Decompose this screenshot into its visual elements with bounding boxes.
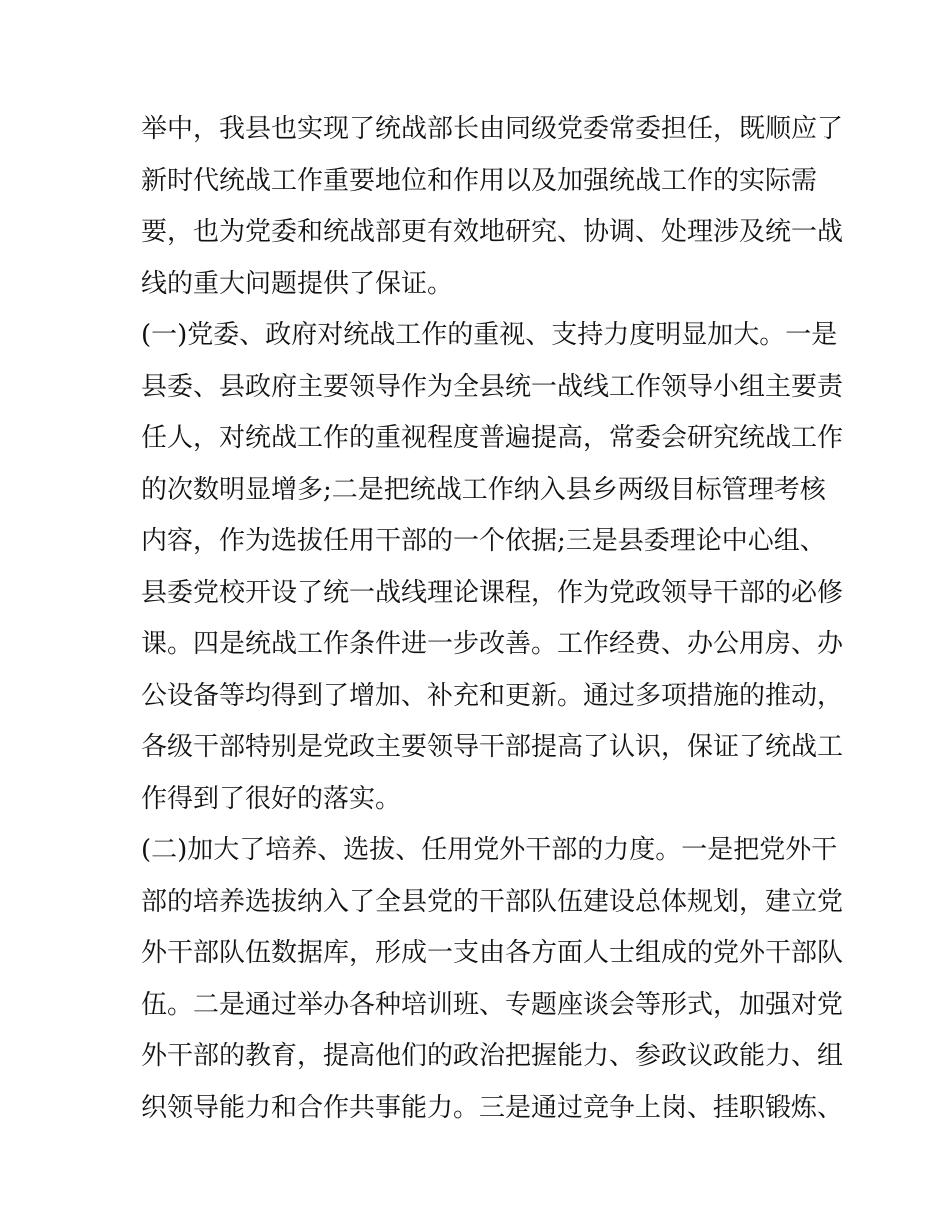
text-line: 任人，对统战工作的重视程度普遍提高，常委会研究统战工作 [141,423,844,453]
text-line: 外干部队伍数据库，形成一支由各方面人士组成的党外干部队 [141,938,844,968]
text-line: 公设备等均得到了增加、补充和更新。通过多项措施的推动， [141,680,844,711]
text-line: 作得到了很好的落实。 [141,783,402,814]
text-line: 新时代统战工作重要地位和作用以及加强统战工作的实际需 [141,165,818,196]
text-line: 外干部的教育，提高他们的政治把握能力、参政议政能力、组 [141,1041,844,1071]
document-body [141,104,844,1134]
text-line: 县委党校开设了统一战线理论课程，作为党政领导干部的必修 [141,577,844,608]
text-line: 内容，作为选拔任用干部的一个依据;三是县委理论中心组、 [141,526,826,556]
text-line: (二)加大了培养、选拔、任用党外干部的力度。一是把党外干 [141,835,838,865]
text-line: 各级干部特别是党政主要领导干部提高了认识，保证了统战工 [141,732,844,762]
text-line: 部的培养选拔纳入了全县党的干部队伍建设总体规划，建立党 [141,886,844,917]
text-line: 的次数明显增多;二是把统战工作纳入县乡两级目标管理考核 [141,474,826,505]
text-line: 线的重大问题提供了保证。 [141,268,454,299]
text-line: 织领导能力和合作共事能力。三是通过竞争上岗、挂职锻炼、 [141,1092,844,1123]
text-line: 课。四是统战工作条件进一步改善。工作经费、办公用房、办 [141,629,844,659]
text-line: 伍。二是通过举办各种培训班、专题座谈会等形式，加强对党 [141,989,844,1020]
text-line: 要，也为党委和统战部更有效地研究、协调、处理涉及统一战 [141,217,844,247]
text-line: 举中，我县也实现了统战部长由同级党委常委担任，既顺应了 [141,114,844,144]
text-line: 县委、县政府主要领导作为全县统一战线工作领导小组主要责 [141,371,844,402]
text-line: (一)党委、政府对统战工作的重视、支持力度明显加大。一是 [141,320,838,350]
